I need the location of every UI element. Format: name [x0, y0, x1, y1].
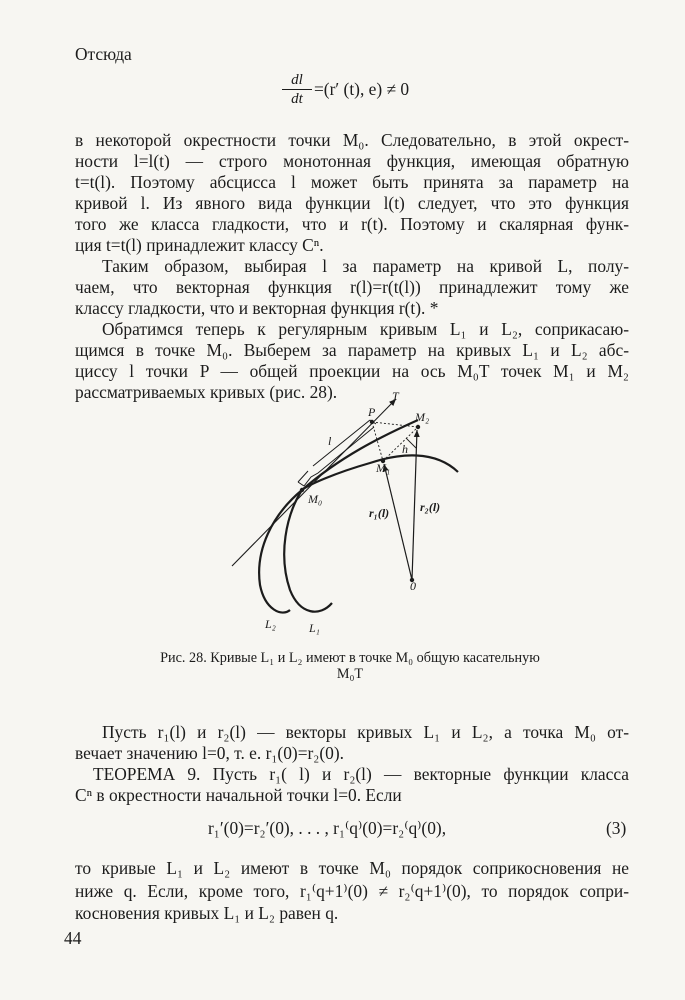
radius-vectors — [384, 430, 417, 580]
text-line: рассматриваемых кривых (рис. 28). — [75, 382, 338, 402]
figure-28-diagram — [220, 385, 480, 640]
label-T: T — [392, 389, 399, 403]
text-line: Cⁿ в окрестности начальной точки l=0. Если — [75, 785, 402, 805]
label-P: P — [368, 405, 376, 419]
fraction-numerator: dl — [282, 71, 312, 90]
text-line: чаем, что векторная функция r(l)=r(t(l)) принадлежит тому же — [75, 277, 629, 297]
label-r2: r₂(l) — [420, 500, 441, 514]
text-line: Обратимся теперь к регулярным кривым L₁ и L₂, соприкасаю- — [102, 319, 629, 339]
text-line: ТЕОРЕМА 9. Пусть r₁( l) и r₂(l) — векторные функции класса — [93, 764, 629, 784]
label-l: l — [328, 434, 332, 448]
text-line: кривой l. Из явного вида функции l(t) следует, что это функция — [75, 193, 629, 213]
label-M1: M₁ — [376, 461, 391, 475]
formula-3-number: (3) — [606, 818, 627, 838]
label-M2: M₂ — [415, 410, 430, 424]
text-line: ция t=t(l) принадлежит классу Cⁿ. — [75, 235, 324, 255]
formula-3: r₁′(0)=r₂′(0), . . . , r₁⁽q⁾(0)=r₂⁽q⁾(0), — [208, 818, 447, 838]
text-line: в некоторой окрестности точки M₀. Следовательно, в этой окрест- — [75, 130, 629, 150]
text-line: Таким образом, выбирая l за параметр на кривой L, полу- — [102, 256, 629, 276]
curve-L2 — [259, 420, 418, 613]
text-line: циссу l точки P — общей проекции на ось M₀T точек M₁ и M₂ — [75, 361, 629, 381]
label-L1: L₁ — [309, 621, 320, 635]
text-line: того же класса гладкости, что и r(t). Поэтому и скалярная функ- — [75, 214, 629, 234]
derivative-fraction — [282, 71, 312, 108]
text-line: косновения кривых L₁ и L₂ равен q. — [75, 903, 339, 923]
section-heading: Отсюда — [75, 44, 132, 64]
formula-1-rhs: =(r′ (t), e) ≠ 0 — [314, 79, 410, 99]
label-L2: L₂ — [265, 617, 276, 631]
label-O: 0 — [410, 579, 416, 593]
curve-L1 — [284, 455, 458, 611]
page-number: 44 — [64, 928, 82, 948]
text-line: t=t(l). Поэтому абсцисса l может быть принята за параметр на — [75, 172, 629, 192]
fraction-denominator: dt — [291, 91, 303, 107]
label-M0: M₀ — [308, 492, 323, 506]
text-line: щимся в точке M₀. Выберем за параметр на кривых L₁ и L₂ абс- — [75, 340, 629, 360]
text-line: классу гладкости, что и векторная функция r(t). * — [75, 298, 439, 318]
parameter-l-bracket — [298, 420, 376, 486]
text-line: ности l=l(t) — строго монотонная функция, имеющая обратную — [75, 151, 629, 171]
figure-caption: Рис. 28. Кривые L₁ и L₂ имеют в точке M₀ общую касательную — [160, 650, 540, 666]
label-r1: r₁(l) — [369, 506, 390, 520]
label-h: h — [402, 442, 408, 456]
text-line: вечает значению l=0, т. е. r₁(0)=r₂(0). — [75, 743, 344, 763]
text-line: Пусть r₁(l) и r₂(l) — векторы кривых L₁ и L₂, а точка M₀ от- — [102, 722, 629, 742]
text-line: то кривые L₁ и L₂ имеют в точке M₀ порядок соприкосновения не — [75, 858, 629, 878]
text-line: ниже q. Если, кроме того, r₁⁽q+1⁾(0) ≠ r₂⁽q+1⁾(0), то порядок сопри- — [75, 881, 629, 901]
figure-caption-continued: M₀T — [336, 666, 364, 682]
